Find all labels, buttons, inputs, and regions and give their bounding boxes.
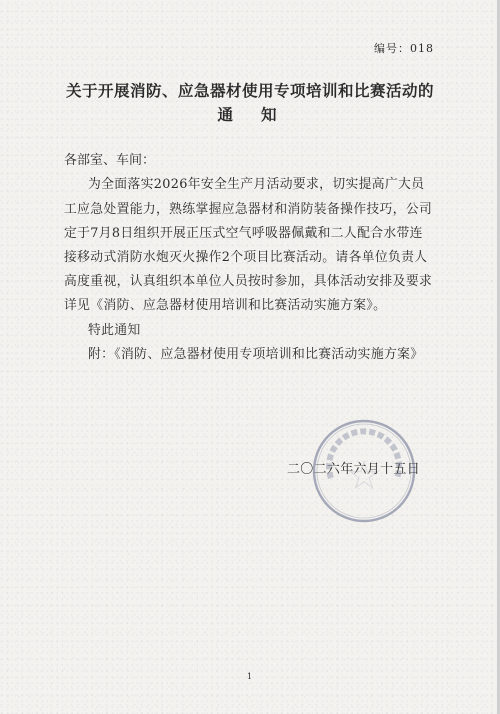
issue-date: 二〇二六年六月十五日 [287, 462, 421, 477]
body-line-3: 定于7月8日组织开展正压式空气呼吸器佩戴和二人配合水带连 [64, 226, 423, 241]
page-number: 1 [247, 672, 253, 681]
greeting: 各部室、车间： [64, 153, 156, 168]
body-line-5: 高度重视，认真组织本单位人员按时参加，具体活动安排及要求 [64, 274, 433, 289]
notice-title: 关于开展消防、应急器材使用专项培训和比赛活动的 [65, 81, 434, 100]
closing-text: 特此通知 [88, 323, 141, 338]
attachment-line: 附：《消防、应急器材使用专项培训和比赛活动实施方案》 [88, 347, 424, 362]
body-line-1: 为全面落实2026年安全生产月活动要求，切实提高广大员 [88, 177, 425, 192]
body-line-6: 详见《消防、应急器材使用培训和比赛活动实施方案》。 [64, 298, 387, 313]
document-number: 编号：018 [374, 42, 434, 55]
notice-title-word: 通知 [217, 105, 305, 124]
body-line-4: 接移动式消防水炮灭火操作2个项目比赛活动。请各单位负责人 [64, 250, 428, 265]
body-line-2: 工应急处置能力，熟练掌握应急器材和消防装备操作技巧，公司 [64, 202, 433, 217]
